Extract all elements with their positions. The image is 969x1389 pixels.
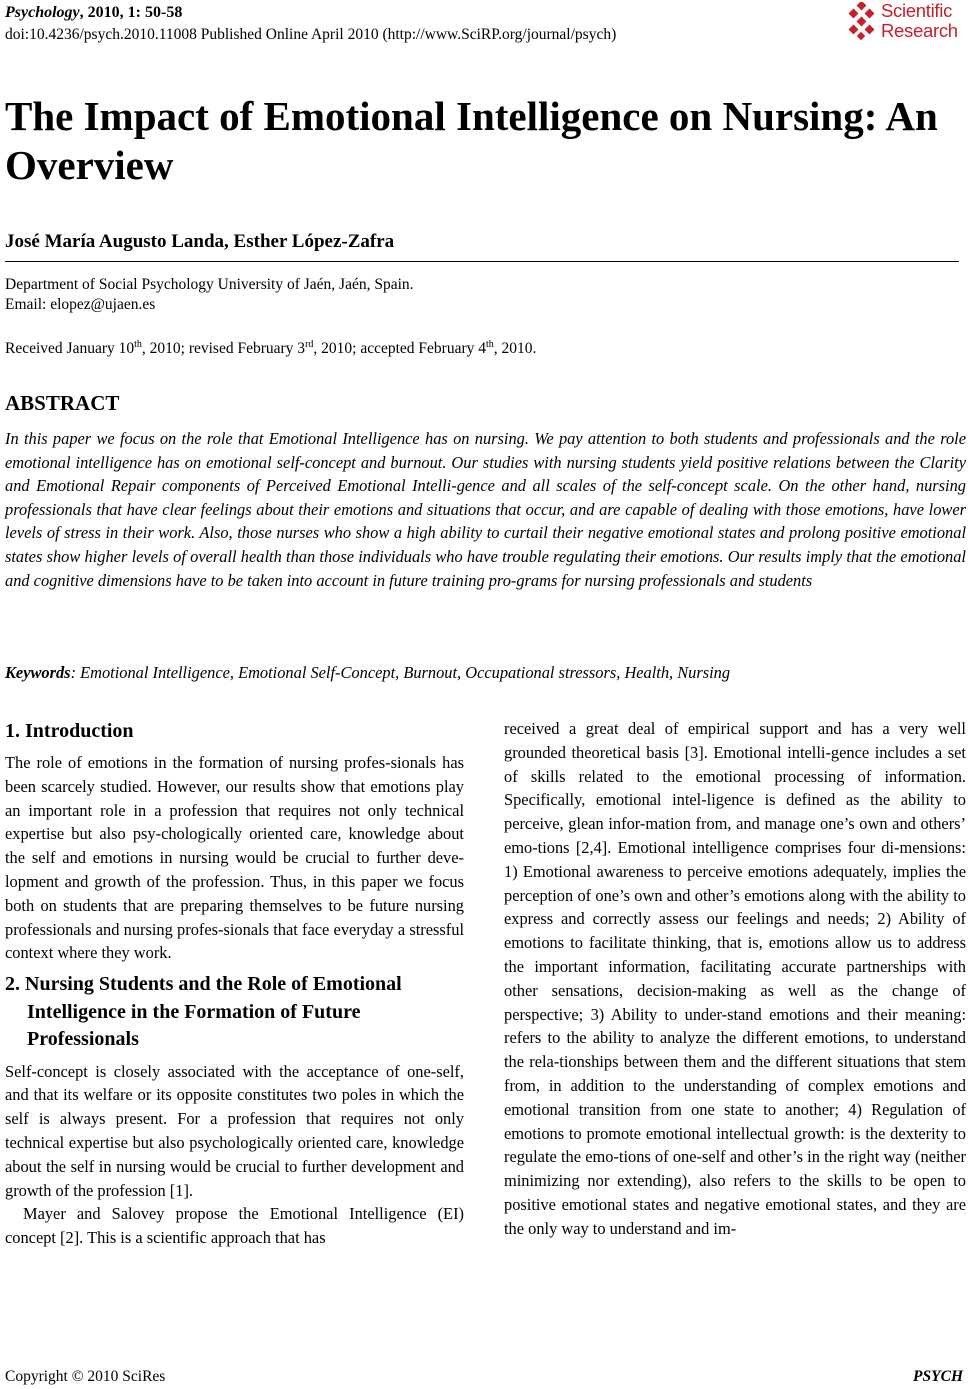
left-column: [5, 712, 464, 1250]
section-2-heading: 2. Nursing Students and the Role of Emotional Intelligence in the Formation of Future Professionals: [5, 973, 402, 1051]
received-dates: [5, 339, 536, 359]
affiliation-block: [5, 275, 414, 315]
affiliation: Department of Social Psychology University of Jaén, Jaén, Spain.: [5, 276, 414, 293]
journal-volume-pages: , 2010, 1: 50-58: [79, 4, 183, 21]
received-sup-1: th: [134, 339, 142, 350]
email: Email: elopez@ujaen.es: [5, 296, 156, 313]
author-divider: [5, 261, 959, 262]
received-sup-2: rd: [305, 339, 314, 350]
abstract-heading: ABSTRACT: [5, 391, 120, 415]
footer-copyright: Copyright © 2010 SciRes: [5, 1368, 166, 1385]
right-column: [504, 717, 966, 1241]
journal-name: Psychology: [5, 4, 80, 21]
received-text-4: , 2010.: [493, 340, 537, 357]
logo-text-research: Research: [881, 20, 958, 41]
footer-journal: PSYCH: [913, 1368, 963, 1385]
section-2-paragraph-1: Self-concept is closely associated with the acceptance of one-self, and that its welfare or its opposite constitutes two poles in which the self is always present. For a profession that requires not only technical expertise but also psychologically oriented care, knowledge about the self in nursing would be crucial to further development and growth of the profession [1].: [5, 1061, 464, 1200]
section-1-paragraph: The role of emotions in the formation of nursing profes-sionals has been scarcely studied. However, our results show that emotions play an important role in a profession that requires not only technical expertise but also psy-chologically oriented care, knowledge about the self and emotions in nursing would be crucial to further deve-lopment and growth of the profession. Thus, in this paper we focus both on students that are preparing themselves to be future nursing professionals and nursing profes-sionals that face everyday a stressful context where they work.: [5, 753, 464, 963]
section-2-paragraph-2: Mayer and Salovey propose the Emotional Intelligence (EI) concept [2]. This is a scientific approach that has: [5, 1204, 464, 1248]
keywords-label: Keywords: [5, 663, 71, 682]
keywords: [5, 662, 966, 684]
received-text-1: Received January 10: [5, 340, 135, 357]
received-text-3: , 2010; accepted February 4: [313, 340, 486, 357]
section-1-heading: 1. Introduction: [5, 720, 134, 742]
publisher-logo-icon: [845, 2, 879, 42]
received-text-2: , 2010; revised February 3: [141, 340, 306, 357]
publisher-logo: [845, 0, 965, 44]
article-title: The Impact of Emotional Intelligence on Nursing: An Overview: [5, 93, 938, 188]
authors: José María Augusto Landa, Esther López-Zafra: [5, 231, 395, 252]
doi-line: doi:10.4236/psych.2010.11008 Published Online April 2010 (http://www.SciRP.org/journal/psych): [5, 26, 617, 43]
received-sup-3: th: [486, 339, 494, 350]
right-column-paragraph: received a great deal of empirical support and has a very well grounded theoretical basis [3]. Emotional intelli-gence includes a set of skills related to the emotional processing of information. Specifically, emotional intel-ligence is defined as the ability to perceive, glean infor-mation from, and manage one’s own and others’ emo-tions [2,4]. Emotional intelligence comprises four di-mensions: 1) Emotional awareness to perceive emotions adequately, implies the perception of one’s own and other’s emotions along with the ability to express and correctly assess our feelings and needs; 2) Ability of emotions to facilitate thinking, that is, emotions allow us to address the important information, facilitating accurate partnerships with other sensations, decision-making as well as the change of perspective; 3) Ability to under-stand emotions and their meaning: refers to the ability to analyze the different emotions, to understand the rela-tionships between them and the different situations that stem from, in addition to the understanding of complex emotions and emotional transition from one state to another; 4) Regulation of emotions to promote emotional intellectual growth: is the dexterity to regulate the emo-tions of one-self and other’s in the right way (neither minimizing nor extending), also refers to the skills to be open to positive emotional states and negative emotional states, and they are the only way to understand and im-: [504, 719, 966, 1238]
abstract-text: In this paper we focus on the role that Emotional Intelligence has on nursing. We pay attention to both students and professionals and the role emotional intelligence has on emotional self-concept and burnout. Our studies with nursing students yield positive relations between the Clarity and Emotional Repair components of Perceived Emotional Intelli-gence and all scales of the self-concept scale. On the other hand, nursing professionals that have clear feelings about their emotions and situations that occur, and are capable of dealing with those emotions, have lower levels of stress in their work. Also, those nurses who show a high ability to curtail their negative emotional states and prolong positive emotional states show higher levels of overall health than those individuals who have trouble regulating their emotions. Our results imply that the emotional and cognitive dimensions have to be taken into account in future training pro-grams for nursing professionals and students: [5, 429, 966, 590]
logo-text-scientific: Scientific: [881, 0, 953, 21]
keywords-list: : Emotional Intelligence, Emotional Self-Concept, Burnout, Occupational stressors, Health, Nursing: [70, 663, 731, 682]
journal-citation: [5, 3, 182, 23]
